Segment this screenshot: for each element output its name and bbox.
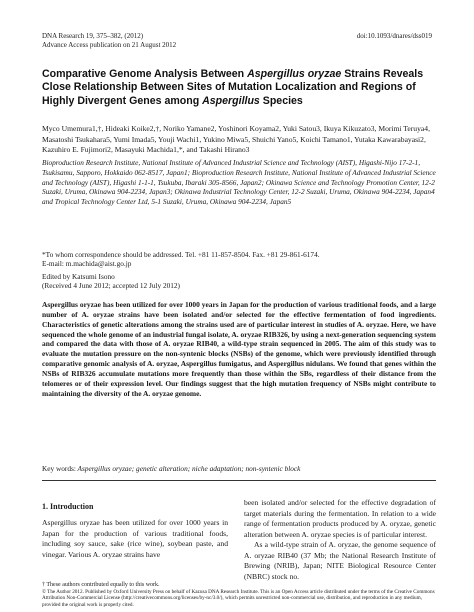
editorial-info xyxy=(42,272,436,291)
divider xyxy=(42,480,436,481)
intro-left-column: Aspergillus oryzae has been utilized for over 1000 years in Japan for the production of various traditional foods, including soy sauce, sake (rice wine), soybean paste, and vinegar. Various A. oryzae strains have xyxy=(42,518,228,559)
keywords-text: Aspergillus oryzae; genetic alteration; niche adaptation; non-syntenic block xyxy=(75,464,301,473)
section-heading: 1. Introduction xyxy=(42,502,94,511)
footnote: † These authors contributed equally to this work. xyxy=(42,582,160,588)
title-part-3: Species xyxy=(259,94,303,107)
running-header xyxy=(42,32,432,50)
advance-access-line: Advance Access publication on 21 August 2012 xyxy=(42,41,177,49)
edited-by: Edited by Katsumi Isono xyxy=(42,272,115,281)
journal-line: DNA Research 19, 375–382, (2012) xyxy=(42,32,144,40)
paper-title xyxy=(42,68,436,108)
received-accepted-dates: (Received 4 June 2012; accepted 12 July 2012) xyxy=(42,281,180,291)
correspondence-contact: *To whom correspondence should be addressed. Tel. +81 11-857-8504. Fax. +81 29-861-6174. xyxy=(42,250,320,259)
title-species-2: Aspergillus xyxy=(202,94,260,107)
correspondence-email[interactable]: E-mail: m.machida@aist.go.jp xyxy=(42,259,132,269)
correspondence xyxy=(42,250,436,269)
intro-right-column xyxy=(244,498,436,582)
abstract: Aspergillus oryzae has been utilized for over 1000 years in Japan for the production of various traditional foods, and a large number of A. oryzae strains have been isolated and/or selected for the effective fermentation of food ingredients. Characteristics of genetic alterations among the strains used are of particular interest in studies of A. oryzae. Here, we have sequenced the whole genome of an industrial fungal isolate, A. oryzae RIB326, by using a next-generation sequencing system and compared the data with those of A. oryzae RIB40, a wild-type strain sequenced in 2005. The aim of this study was to evaluate the mutation pressure on the non-syntenic blocks (NSBs) of the genome, which were previously identified through comparative genomic analysis of A. oryzae, Aspergillus fumigatus, and Aspergillus nidulans. We found that genes within the NSBs of RIB326 accumulate mutations more frequently than those within the SBs, regardless of their distance from the telomeres or of their expression level. Our findings suggest that the high mutation frequency of NSBs might contribute to maintaining the diversity of the A. oryzae genome. xyxy=(42,300,436,398)
title-part-2: Strains Reveals Close Relationship Between Sites of Mutation Localization and Regions of Highly Divergent Genes among xyxy=(42,68,424,107)
affiliations: Bioproduction Research Institute, National Institute of Advanced Industrial Science and Technology (AIST), Higashi-Nijo 17-2-1, Tsukisamu, Sapporo, Hokkaido 062-8517, Japan1; Bioproduction Research Institute, National Institute of Advanced Industrial Science and Technology (AIST), Higashi 1-1-1, Tsukuba, Ibaraki 305-8566, Japan2; Okinawa Science and Technology Promotion Center, 12-2 Suzaki, Uruma, Okinawa 904-2234, Japan3; Okinawa Industrial Technology Center, 12-2 Suzaki, Uruma, Okinawa 904-2234, Japan4 and Tropical Technology Center Ltd, 5-1 Suzaki, Uruma, Okinawa 904-2234, Japan5 xyxy=(42,158,436,207)
copyright-notice: © The Author 2012. Published by Oxford University Press on behalf of Kazusa DNA Research Institute. This is an Open Access article distributed under the terms of the Creative Commons Attribution Non-Commercial License (http://creativecommons.org/licenses/by-nc/3.0/), which permits unrestricted non-commercial use, distribution, and reproduction in any medium, provided the original work is properly cited. xyxy=(42,589,435,608)
intro-right-paragraph-1: been isolated and/or selected for the effective degradation of target materials during the fermentation. In relation to a wide range of fermentation products produced by A. oryzae, genetic alteration between A. oryzae species is of particular interest. xyxy=(244,498,436,539)
keywords xyxy=(42,464,436,473)
title-part-1: Comparative Genome Analysis Between xyxy=(42,68,248,80)
author-list: Myco Umemura1,†, Hideaki Koike2,†, Noriko Yamane2, Yoshinori Koyama2, Yuki Satou3, Ikuya Kikuzato3, Morimi Teruya4, Masatoshi Tsukahara5, Yumi Imada5, Youji Wachi1, Yukino Miwa5, Shuichi Yano5, Koichi Tamano1, Yutaka Kawarabayasi2, Kazuhiro E. Fujimori2, Masayuki Machida1,*, and Takashi Hirano3 xyxy=(42,124,430,154)
doi[interactable]: doi:10.1093/dnares/dss019 xyxy=(356,32,432,40)
title-species-1: Aspergillus oryzae xyxy=(247,68,342,80)
intro-right-paragraph-2: As a wild-type strain of A. oryzae, the genome sequence of A. oryzae RIB40 (37 Mb; the National Research Institute of Brewing (NRIB), Japan; NITE Biological Resource Center (NBRC) stock no. xyxy=(244,540,436,581)
keywords-label: Key words: xyxy=(42,464,76,473)
